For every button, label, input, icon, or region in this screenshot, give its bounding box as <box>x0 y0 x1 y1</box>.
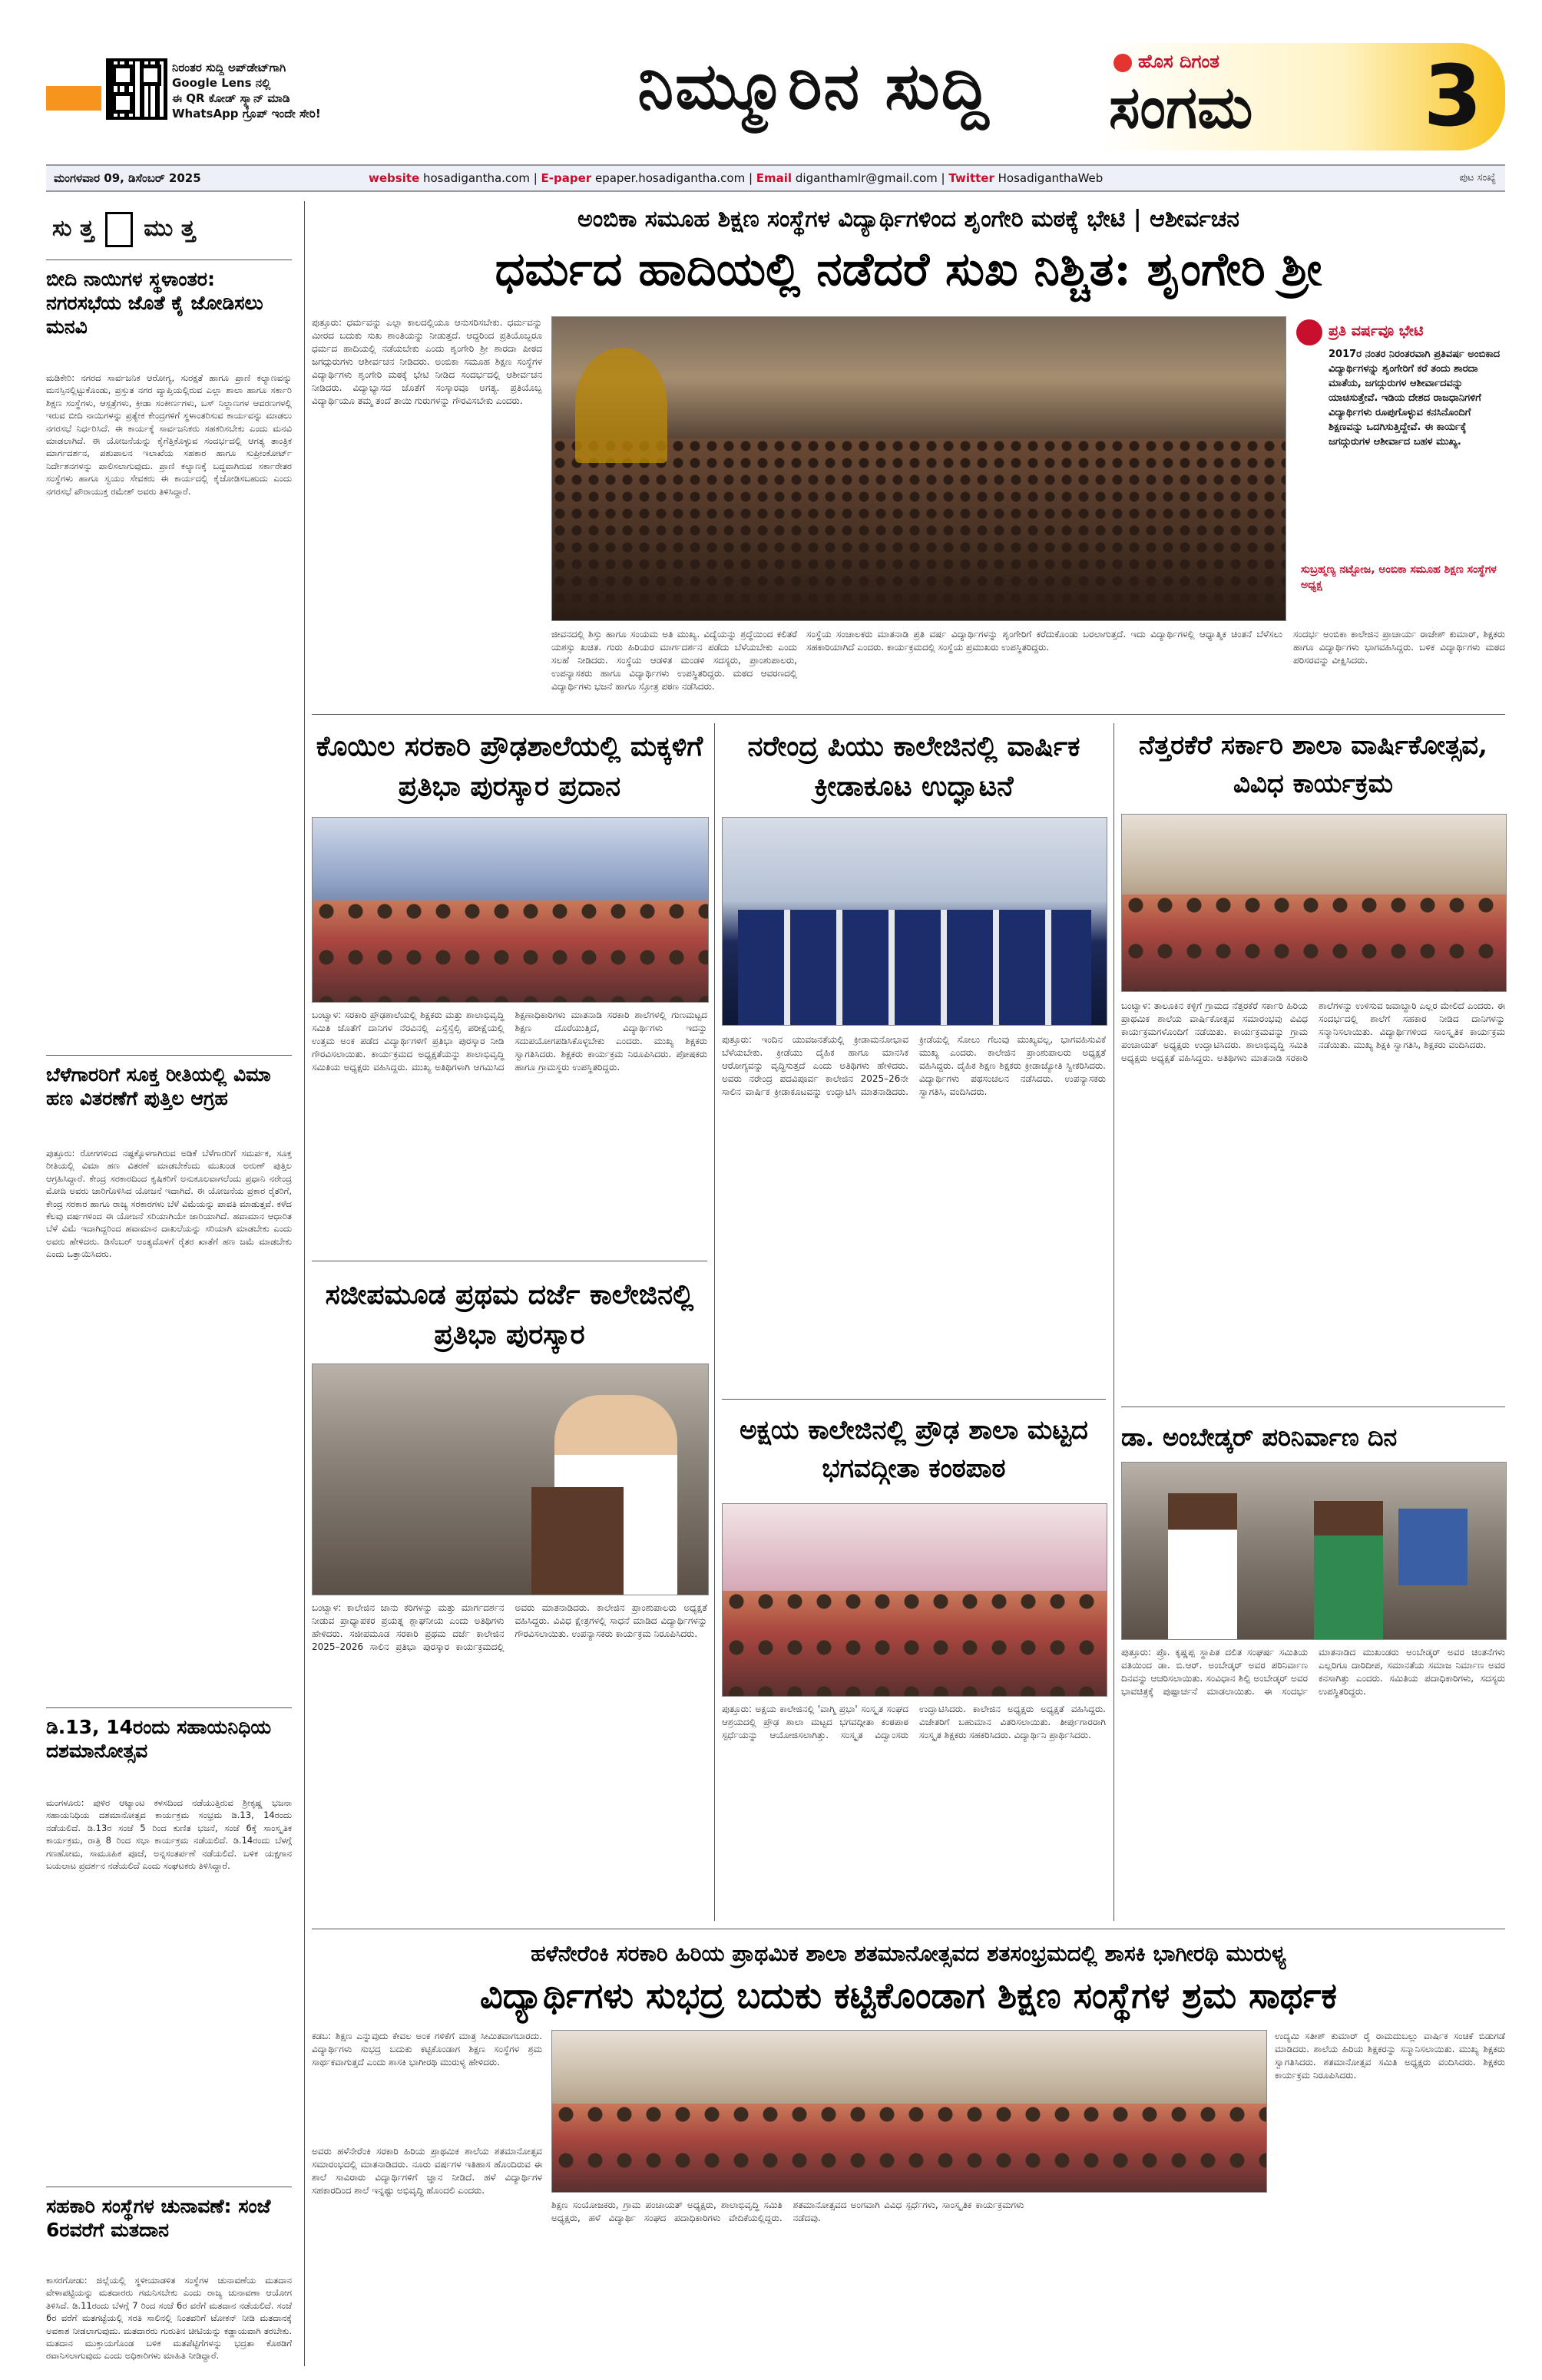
bottom-headline: ವಿದ್ಯಾರ್ಥಿಗಳು ಸುಭದ್ರ ಬದುಕು ಕಟ್ಟಿಕೊಂಡಾಗ ಶಿಕ್ಷಣ ಸಂಸ್ಥೆಗಳ ಶ್ರಮ ಸಾರ್ಥಕ <box>479 1975 1337 2016</box>
bottom-text-1: ಕಡಬ: ಶಿಕ್ಷಣ ಎನ್ನುವುದು ಕೇವಲ ಅಂಕ ಗಳಿಕೆಗೆ ಮಾತ್ರ ಸೀಮಿತವಾಗಬಾರದು. ವಿದ್ಯಾರ್ಥಿಗಳು ಸುಭದ್ರ ಬದುಕು ಕಟ್ಟಿಕೊಂಡಾಗ ಶಿಕ್ಷಣ ಸಂಸ್ಥೆಗಳ ಶ್ರಮ ಸಾರ್ಥಕವಾಗುತ್ತದೆ ಎಂದು ಶಾಸಕಿ ಭಾಗೀರಥಿ ಮುರುಳ್ಯ ಹೇಳಿದರು. <box>312 2031 542 2068</box>
story-headline: ಡಾ. ಅಂಬೇಡ್ಕರ್ ಪರಿನಿರ್ವಾಣ ದಿನ <box>1121 1423 1398 1452</box>
website-link[interactable]: hosadigantha.com <box>422 171 530 185</box>
divider <box>46 1707 292 1708</box>
sidebar-rule <box>304 201 305 2366</box>
story-photo <box>1121 814 1507 992</box>
bottom-kicker: ಹಳೆನೇರೆಂಕಿ ಸರಕಾರಿ ಹಿರಿಯ ಪ್ರಾಥಮಿಕ ಶಾಲಾ ಶತಮಾನೋತ್ಸವದ ಶತಸಂಭ್ರಮದಲ್ಲಿ ಶಾಸಕಿ ಭಾಗೀರಥಿ ಮುರುಳ್ಯ <box>531 1941 1286 1966</box>
story-text: ಬಂಟ್ವಾಳ: ಸರಕಾರಿ ಪ್ರೌಢಶಾಲೆಯಲ್ಲಿ ಶಿಕ್ಷಕರು ಮತ್ತು ಶಾಲಾಭಿವೃದ್ಧಿ ಸಮಿತಿ ಜೊತೆಗೆ ದಾನಿಗಳ ನೆರವಿನಲ್ಲಿ ಎಸ್ಸೆಸ್ಸೆಲ್ಸಿ ಪರೀಕ್ಷೆಯಲ್ಲಿ ಉತ್ತಮ ಅಂಕ ಪಡೆದ ವಿದ್ಯಾರ್ಥಿಗಳಿಗೆ ಪ್ರತಿಭಾ ಪುರಸ್ಕಾರ ನೀಡಿ ಗೌರವಿಸಲಾಯಿತು. ಕಾರ್ಯಕ್ರಮದ ಅಧ್ಯಕ್ಷತೆಯನ್ನು ಶಾಲಾಭಿವೃದ್ಧಿ ಸಮಿತಿಯ ಅಧ್ಯಕ್ಷರು ವಹಿಸಿದ್ದರು. ಮುಖ್ಯ ಅತಿಥಿಗಳಾಗಿ ಆಗಮಿಸಿದ ಶಿಕ್ಷಣಾಧಿಕಾರಿಗಳು ಮಾತನಾಡಿ ಸರಕಾರಿ ಶಾಲೆಗಳಲ್ಲಿ ಗುಣಮಟ್ಟದ ಶಿಕ್ಷಣ ದೊರೆಯುತ್ತಿದೆ, ವಿದ್ಯಾರ್ಥಿಗಳು ಇದನ್ನು ಸದುಪಯೋಗಪಡಿಸಿಕೊಳ್ಳಬೇಕು ಎಂದರು. ಮುಖ್ಯ ಶಿಕ್ಷಕರು ಸ್ವಾಗತಿಸಿದರು. ಶಿಕ್ಷಕರು ಕಾರ್ಯಕ್ರಮ ನಿರೂಪಿಸಿದರು. ಪೋಷಕರು ಹಾಗೂ ಗ್ರಾಮಸ್ಥರು ಉಪಸ್ಥಿತರಿದ್ದರು. <box>312 1010 707 1073</box>
logo-part-b: ಮು ತ್ತ <box>144 215 196 242</box>
bottom-photo <box>551 2030 1267 2193</box>
qr-line: Google Lens ನಲ್ಲಿ <box>172 76 271 90</box>
email-link[interactable]: diganthamlr@gmail.com <box>795 171 938 185</box>
logo-part-a: ಸು ತ್ತ <box>52 215 94 242</box>
strip-links: website hosadigantha.com | E-paper epaper.hosadigantha.com | Email diganthamlr@gmail.com | Twitter HosadiganthaWeb <box>369 171 1104 185</box>
bottom-text-2: ಅವರು ಹಳೆನೇರೆಂಕಿ ಸರಕಾರಿ ಹಿರಿಯ ಪ್ರಾಥಮಿಕ ಶಾಲೆಯ ಶತಮಾನೋತ್ಸವ ಸಮಾರಂಭದಲ್ಲಿ ಮಾತನಾಡಿದರು. ನೂರು ವರ್ಷಗಳ ಇತಿಹಾಸ ಹೊಂದಿರುವ ಈ ಶಾಲೆ ಸಾವಿರಾರು ವಿದ್ಯಾರ್ಥಿಗಳಿಗೆ ಜ್ಞಾನ ನೀಡಿದೆ. ಹಳೆ ವಿದ್ಯಾರ್ಥಿಗಳ ಸಹಕಾರದಿಂದ ಶಾಲೆ ಇನ್ನಷ್ಟು ಅಭಿವೃದ್ಧಿ ಹೊಂದಲಿ ಎಂದರು. <box>312 2146 542 2196</box>
story-headline: ಸಜೀಪಮೂಡ ಪ್ರಥಮ ದರ್ಜೆ ಕಾಲೇಜಿನಲ್ಲಿ ಪ್ರತಿಭಾ ಪುರಸ್ಕಾರ <box>325 1278 694 1350</box>
email-label: Email <box>756 171 793 185</box>
bottom-text-3: ಶಿಕ್ಷಣ ಸಂಯೋಜಕರು, ಗ್ರಾಮ ಪಂಚಾಯತ್ ಅಧ್ಯಕ್ಷರು, ಶಾಲಾಭಿವೃದ್ಧಿ ಸಮಿತಿ ಅಧ್ಯಕ್ಷರು, ಹಳೆ ವಿದ್ಯಾರ್ಥಿ ಸಂಘದ ಪದಾಧಿಕಾರಿಗಳು ವೇದಿಕೆಯಲ್ಲಿದ್ದರು. ಶತಮಾನೋತ್ಸವದ ಅಂಗವಾಗಿ ವಿವಿಧ ಸ್ಪರ್ಧೆಗಳು, ಸಾಂಸ್ಕೃತಿಕ ಕಾರ್ಯಕ್ರಮಗಳು ನಡೆದವು. <box>551 2200 1024 2223</box>
story-headline: ನರೇಂದ್ರ ಪಿಯು ಕಾಲೇಜಿನಲ್ಲಿ ವಾರ್ಷಿಕ ಕ್ರೀಡಾಕೂಟ ಉದ್ಘಾಟನೆ <box>747 730 1080 802</box>
frame-icon <box>105 212 133 247</box>
qr-line: WhatsApp ಗ್ರೂಪ್ ಇಂದೇ ಸೇರಿ! <box>172 107 321 121</box>
info-strip <box>46 164 1505 192</box>
twitter-label: Twitter <box>948 171 994 185</box>
pin-icon <box>1296 319 1322 345</box>
sidebar-story-3-text: ಮಂಗಳೂರು: ಪುಳಿರ ಆಟ್ಯಾಂಟ ಕಳಸದಿಂದ ನಡೆಯುತ್ತಿರುವ ಶ್ರೀಕೃಷ್ಣ ಭಜನಾ ಸಹಾಯನಿಧಿಯ ದಶಮಾನೋತ್ಸವ ಕಾರ್ಯಕ್ರಮ ಸಂಭ್ರಮ ಡಿ.13, 14ರಂದು ನಡೆಯಲಿದೆ. ಡಿ.13ರ ಸಂಜೆ 5 ರಿಂದ ಕುಣಿತ ಭಜನೆ, ಸಂಜೆ 6ಕ್ಕೆ ಸಾಂಸ್ಕೃತಿಕ ಕಾರ್ಯಕ್ರಮ, ರಾತ್ರಿ 8 ರಿಂದ ಸಭಾ ಕಾರ್ಯಕ್ರಮ ನಡೆಯಲಿದೆ. ಡಿ.14ರಂದು ಬೆಳಗ್ಗೆ ಗಣಹೋಮ, ಸಾಮೂಹಿಕ ಪೂಜೆ, ಅನ್ನಸಂತರ್ಪಣೆ ನಡೆಯಲಿದೆ. ಬಳಿಕ ಯಕ್ಷಗಾನ ಬಯಲಾಟ ಪ್ರದರ್ಶನ ನಡೆಯಲಿದೆ ಎಂದು ಸಂಘಟಕರು ತಿಳಿಸಿದ್ದಾರೆ. <box>46 1797 292 1872</box>
story-photo <box>312 817 709 1003</box>
lead-story <box>312 201 1505 708</box>
brand-big: ಸಂಗಮ <box>1109 73 1253 141</box>
story-nettarakere <box>1121 723 1505 1399</box>
info-box-credit: ಸುಬ್ರಹ್ಮಣ್ಯ ನಟ್ಟೋಜ, ಅಂಬಿಕಾ ಸಮೂಹ ಶಿಕ್ಷಣ ಸಂಸ್ಥೆಗಳ ಅಧ್ಯಕ್ಷ <box>1301 564 1497 591</box>
brand-block <box>1098 43 1505 150</box>
sidebar-story-4-text: ಕಾಸರಗೋಡು: ಜಿಲ್ಲೆಯಲ್ಲಿ ಸ್ಥಳೀಯಾಡಳಿತ ಸಂಸ್ಥೆಗಳ ಚುನಾವಣೆಯ ಮತದಾನ ವೇಳಾಪಟ್ಟಿಯನ್ನು ಮತದಾರರು ಗಮನಿಸಬೇಕು ಎಂದು ರಾಜ್ಯ ಚುನಾವಣಾ ಆಯೋಗ ತಿಳಿಸಿದೆ. ಡಿ.11ರಂದು ಬೆಳಗ್ಗೆ 7 ರಿಂದ ಸಂಜೆ 6ರ ವರೆಗೆ ಮತದಾನ ನಡೆಯಲಿದೆ. ಸಂಜೆ 6ರ ವರೆಗೆ ಮತಗಟ್ಟೆಯಲ್ಲಿ ಸರತಿ ಸಾಲಿನಲ್ಲಿ ನಿಂತವರಿಗೆ ಟೋಕನ್ ನೀಡಿ ಮತದಾನಕ್ಕೆ ಅವಕಾಶ ನೀಡಲಾಗುವುದು. ಮತದಾರರು ಗುರುತಿನ ಚೀಟಿಯನ್ನು ಕಡ್ಡಾಯವಾಗಿ ತರಬೇಕು. ಮತದಾನ ಮುಕ್ತಾಯಗೊಂಡ ಬಳಿಕ ಮತಪೆಟ್ಟಿಗೆಗಳನ್ನು ಭದ್ರತಾ ಕೊಠಡಿಗೆ ರವಾನಿಸಲಾಗುವುದು ಎಂದು ಅಧಿಕಾರಿಗಳು ಮಾಹಿತಿ ನೀಡಿದ್ದಾರೆ. <box>46 2275 292 2362</box>
col-rule <box>714 723 715 1921</box>
qr-line: ಈ QR ಕೋಡ್ ಸ್ಕ್ಯಾನ್ ಮಾಡಿ <box>172 91 290 105</box>
masthead-title: ನಿಮ್ಮೂರಿನ ಸುದ್ದಿ <box>637 48 991 124</box>
orange-tab <box>46 86 101 111</box>
lead-text-1: ಪುತ್ತೂರು: ಧರ್ಮವನ್ನು ಎಲ್ಲಾ ಕಾಲದಲ್ಲಿಯೂ ಆನುಸರಿಸಬೇಕು. ಧರ್ಮವನ್ನು ಮೀರದ ಬದುಕು ಸುಖ ಶಾಂತಿಯನ್ನು ನೀಡುತ್ತದೆ. ಆದ್ದರಿಂದ ಪ್ರತಿಯೊಬ್ಬರೂ ಧರ್ಮದ ಹಾದಿಯಲ್ಲಿ ನಡೆಯಬೇಕು ಎಂದು ಶೃಂಗೇರಿ ಶ್ರೀ ಶಾರದಾ ಪೀಠದ ಜಗದ್ಗುರುಗಳು ಆಶೀರ್ವಚನ ನೀಡಿದರು. ಅಂಬಿಕಾ ಸಮೂಹ ಶಿಕ್ಷಣ ಸಂಸ್ಥೆಗಳ ವಿದ್ಯಾರ್ಥಿಗಳು ಶೃಂಗೇರಿ ಮಠಕ್ಕೆ ಭೇಟಿ ನೀಡಿದ ಸಂದರ್ಭದಲ್ಲಿ ಆಶೀರ್ವಚನ ನೀಡಿದರು. ವಿದ್ಯಾಭ್ಯಾಸದ ಜೊತೆಗೆ ಸಂಸ್ಕಾರವೂ ಅಗತ್ಯ. ಪ್ರತಿಯೊಬ್ಬ ವಿದ್ಯಾರ್ಥಿಯೂ ತಮ್ಮ ತಂದೆ ತಾಯಿ ಗುರುಗಳನ್ನು ಗೌರವಿಸಬೇಕು ಎಂದರು. <box>312 317 542 406</box>
story-headline: ಅಕ್ಷಯ ಕಾಲೇಜಿನಲ್ಲಿ ಪ್ರೌಢ ಶಾಲಾ ಮಟ್ಟದ ಭಗವದ್ಗೀತಾ ಕಂಠಪಾಠ <box>740 1415 1088 1484</box>
story-text: ಪುತ್ತೂರು: ಪ್ರೊ. ಕೃಷ್ಣಪ್ಪ ಸ್ಥಾಪಿತ ದಲಿತ ಸಂಘರ್ಷ ಸಮಿತಿಯ ವತಿಯಿಂದ ಡಾ. ಬಿ.ಆರ್. ಅಂಬೇಡ್ಕರ್ ಅವರ ಪರಿನಿರ್ವಾಣ ದಿನವನ್ನು ಆಚರಿಸಲಾಯಿತು. ಸಂವಿಧಾನ ಶಿಲ್ಪಿ ಅಂಬೇಡ್ಕರ್ ಅವರ ಭಾವಚಿತ್ರಕ್ಕೆ ಪುಷ್ಪಾರ್ಚನೆ ಮಾಡಲಾಯಿತು. ಈ ಸಂದರ್ಭ ಮಾತನಾಡಿದ ಮುಖಂಡರು ಅಂಬೇಡ್ಕರ್ ಅವರ ಚಿಂತನೆಗಳು ಎಲ್ಲರಿಗೂ ದಾರಿದೀಪ, ಸಮಾನತೆಯ ಸಮಾಜ ನಿರ್ಮಾಣ ಅವರ ಕನಸಾಗಿತ್ತು ಎಂದರು. ಸಮಿತಿಯ ಪದಾಧಿಕಾರಿಗಳು, ಸದಸ್ಯರು ಉಪಸ್ಥಿತರಿದ್ದರು. <box>1121 1647 1505 1697</box>
sidebar-story-2-headline: ಬೆಳೆಗಾರರಿಗೆ ಸೂಕ್ತ ರೀತಿಯಲ್ಲಿ ವಿಮಾ ಹಣ ವಿತರಣೆಗೆ ಪುತ್ತಿಲ ಆಗ್ರಹ <box>46 1063 271 1109</box>
page-number: 3 <box>1423 47 1482 145</box>
story-ambedkar <box>1121 1416 1505 1922</box>
bottom-text-4: ಉದ್ಯಮಿ ಸತೀಶ್ ಕುಮಾರ್ ರೈ ರಾಮದುಬಲ್ಲು ವಾರ್ಷಿಕ ಸಂಚಿಕೆ ಬಿಡುಗಡೆ ಮಾಡಿದರು. ಶಾಲೆಯ ಹಿರಿಯ ಶಿಕ್ಷಕರನ್ನು ಸನ್ಮಾನಿಸಲಾಯಿತು. ಮುಖ್ಯ ಶಿಕ್ಷಕರು ಸ್ವಾಗತಿಸಿದರು. ಶತಮಾನೋತ್ಸವ ಸಮಿತಿ ಅಧ್ಯಕ್ಷರು ವಂದಿಸಿದರು. ಶಿಕ್ಷಕರು ಕಾರ್ಯಕ್ರಮ ನಿರೂಪಿಸಿದರು. <box>1275 2031 1505 2081</box>
story-headline: ನೆತ್ತರಕೆರೆ ಸರ್ಕಾರಿ ಶಾಲಾ ವಾರ್ಷಿಕೋತ್ಸವ, ವಿವಿಧ ಕಾರ್ಯಕ್ರಮ <box>1139 730 1487 799</box>
story-photo <box>312 1364 709 1595</box>
divider <box>46 259 292 260</box>
story-akshaya <box>722 1408 1106 1922</box>
qr-instructions <box>172 60 518 121</box>
story-narendra <box>722 723 1106 1391</box>
story-photo <box>1121 1462 1507 1640</box>
website-label: website <box>369 171 420 185</box>
sidebar-story-1-text: ಮಡಿಕೇರಿ: ನಗರದ ಸಾರ್ವಜನಿಕ ಆರೋಗ್ಯ, ಸುರಕ್ಷತೆ ಹಾಗೂ ಪ್ರಾಣಿ ಕಲ್ಯಾಣವನ್ನು ಮನಸ್ಸಿನಲ್ಲಿಟ್ಟುಕೊಂಡು, ಪ್ರಸ್ತುತ ನಗರ ವ್ಯಾಪ್ತಿಯಲ್ಲಿರುವ ಎಲ್ಲಾ ಶಾಲಾ ಹಾಗೂ ಸರ್ಕಾರಿ ಶಿಕ್ಷಣ ಸಂಸ್ಥೆಗಳು, ಆಸ್ಪತ್ರೆಗಳು, ಕ್ರೀಡಾ ಸಂಕೀರ್ಣಗಳು, ಬಸ್ ನಿಲ್ದಾಣಗಳ ಆವರಣಗಳಲ್ಲಿ ಇರುವ ಬೀದಿ ನಾಯಿಗಳನ್ನು ಪ್ರತ್ಯೇಕ ಕೇಂದ್ರಗಳಿಗೆ ಸ್ಥಳಾಂತರಿಸುವ ಕಾರ್ಯವನ್ನು ಮಾಡಲು ನಗರಸಭೆ ನಿರ್ಧರಿಸಿದೆ. ಈ ಕಾರ್ಯಕ್ಕೆ ಸಾರ್ವಜನಿಕರು ಸಹಕರಿಸಬೇಕು ಎಂದು ಮನವಿ ಮಾಡಲಾಗಿದೆ. ಈ ಯೋಜನೆಯನ್ನು ಕೈಗೆತ್ತಿಕೊಳ್ಳುವ ಸಂದರ್ಭದಲ್ಲಿ ಆಗತ್ಯ ತಾಂತ್ರಿಕ ಮಾರ್ಗದರ್ಶನ, ಪಶುಪಾಲನ ಇಲಾಖೆಯ ಸಹಕಾರ ಹಾಗೂ ಸುಪ್ರೀಂಕೋರ್ಟ್ ನಿರ್ದೇಶನಗಳನ್ನು ಪಾಲಿಸಲಾಗುವುದು. ಪ್ರಾಣಿ ಕಲ್ಯಾಣಕ್ಕೆ ಬದ್ಧವಾಗಿರುವ ಸರ್ಕಾರೇತರ ಸಂಸ್ಥೆಗಳು ಹಾಗೂ ಸ್ವಯಂ ಸೇವಕರು ಈ ಕಾರ್ಯದಲ್ಲಿ ಕೈಜೋಡಿಸಬಹುದು ಎಂದು ನಗರಸಭೆ ಪೌರಾಯುಕ್ತ ರಮೇಶ್ ಅವರು ತಿಳಿಸಿದ್ದಾರೆ. <box>46 372 292 497</box>
info-box-text: 2017ರ ನಂತರ ನಿರಂತರವಾಗಿ ಪ್ರತಿವರ್ಷ ಅಂಬಿಕಾದ ವಿದ್ಯಾರ್ಥಿಗಳನ್ನು ಶೃಂಗೇರಿಗೆ ಕರೆ ತಂದು ಶಾರದಾ ಮಾತೆಯ, ಜಗದ್ಗುರುಗಳ ಆಶೀರ್ವಾದವನ್ನು ಯಾಚಿಸುತ್ತೇವೆ. ಇಡಿಯ ದೇಶದ ರಾಜಧಾನಿಗಳಿಗೆ ವಿದ್ಯಾರ್ಥಿಗಳು ರೂಪುಗೊಳ್ಳುವ ಕನಸಿನೊಂದಿಗೆ ಶಿಕ್ಷಣವನ್ನು ಒದಗಿಸುತ್ತಿದ್ದೇವೆ. ಈ ಕಾರ್ಯಕ್ಕೆ ಜಗದ್ಗುರುಗಳ ಆಶೀರ್ವಾದ ಬಹಳ ಮುಖ್ಯ. <box>1329 349 1501 448</box>
story-text: ಪುತ್ತೂರು: ಇಂದಿನ ಯುವಜನತೆಯಲ್ಲಿ ಕ್ರೀಡಾಮನೋಭಾವ ಬೆಳೆಯಬೇಕು. ಕ್ರೀಡೆಯು ದೈಹಿಕ ಹಾಗೂ ಮಾನಸಿಕ ಆರೋಗ್ಯವನ್ನು ವೃದ್ಧಿಸುತ್ತದೆ ಎಂದು ಅತಿಥಿಗಳು ಹೇಳಿದರು. ಅವರು ನರೇಂದ್ರ ಪದವಿಪೂರ್ವ ಕಾಲೇಜಿನ 2025–26ನೇ ಸಾಲಿನ ವಾರ್ಷಿಕ ಕ್ರೀಡಾಕೂಟವನ್ನು ಉದ್ಘಾಟಿಸಿ ಮಾತನಾಡಿದರು. ಕ್ರೀಡೆಯಲ್ಲಿ ಸೋಲು ಗೆಲುವು ಮುಖ್ಯವಲ್ಲ, ಭಾಗವಹಿಸುವಿಕೆ ಮುಖ್ಯ ಎಂದರು. ಕಾಲೇಜಿನ ಪ್ರಾಂಶುಪಾಲರು ಅಧ್ಯಕ್ಷತೆ ವಹಿಸಿದ್ದರು. ದೈಹಿಕ ಶಿಕ್ಷಣ ಶಿಕ್ಷಕರು ಕ್ರೀಡಾಜ್ಯೋತಿ ಸ್ವೀಕರಿಸಿದರು. ವಿದ್ಯಾರ್ಥಿಗಳು ಪಥಸಂಚಲನ ನಡೆಸಿದರು. ಉಪನ್ಯಾಸಕರು ಸ್ವಾಗತಿಸಿ, ವಂದಿಸಿದರು. <box>722 1034 1106 1097</box>
twitter-link[interactable]: HosadiganthaWeb <box>998 171 1104 185</box>
divider <box>312 714 1505 715</box>
lead-kicker: ಅಂಬಿಕಾ ಸಮೂಹ ಶಿಕ್ಷಣ ಸಂಸ್ಥೆಗಳ ವಿದ್ಯಾರ್ಥಿಗಳಿಂದ ಶೃಂಗೇರಿ ಮಠಕ್ಕೆ ಭೇಟಿ | ಆಶೀರ್ವಚನ <box>577 206 1239 233</box>
lead-text-3: ಸಂಸ್ಥೆಯ ಸಂಚಾಲಕರು ಮಾತನಾಡಿ ಪ್ರತಿ ವರ್ಷ ವಿದ್ಯಾರ್ಥಿಗಳನ್ನು ಶೃಂಗೇರಿಗೆ ಕರೆದುಕೊಂಡು ಬರಲಾಗುತ್ತದೆ. ಇದು ವಿದ್ಯಾರ್ಥಿಗಳಲ್ಲಿ ಆಧ್ಯಾತ್ಮಿಕ ಚಿಂತನೆ ಬೆಳೆಸಲು ಸಹಕಾರಿಯಾಗಿದೆ ಎಂದರು. ಕಾರ್ಯಕ್ರಮದಲ್ಲಿ ಸಂಸ್ಥೆಯ ಪ್ರಮುಖರು ಉಪಸ್ಥಿತರಿದ್ದರು. <box>806 629 1282 653</box>
bottom-story <box>312 1936 1505 2366</box>
story-text: ಬಂಟ್ವಾಳ: ಕಾಲೇಜಿನ ಜಾನು ಕರಿಗಳನ್ನು ಮತ್ತು ಮಾರ್ಗದರ್ಶನ ನೀಡುವ ಪ್ರಾಧ್ಯಾಪಕರ ಪ್ರಯತ್ನ ಶ್ಲಾಘನೀಯ ಎಂದು ಅತಿಥಿಗಳು ಹೇಳಿದರು. ಸಜೀಪಮೂಡ ಸರಕಾರಿ ಪ್ರಥಮ ದರ್ಜೆ ಕಾಲೇಜಿನ 2025–2026 ಸಾಲಿನ ಪ್ರತಿಭಾ ಪುರಸ್ಕಾರ ಕಾರ್ಯಕ್ರಮದಲ್ಲಿ ಅವರು ಮಾತನಾಡಿದರು. ಕಾಲೇಜಿನ ಪ್ರಾಂಶುಪಾಲರು ಅಧ್ಯಕ್ಷತೆ ವಹಿಸಿದ್ದರು. ವಿವಿಧ ಕ್ಷೇತ್ರಗಳಲ್ಲಿ ಸಾಧನೆ ಮಾಡಿದ ವಿದ್ಯಾರ್ಥಿಗಳನ್ನು ಗೌರವಿಸಲಾಯಿತು. ಉಪನ್ಯಾಸಕರು ಕಾರ್ಯಕ್ರಮ ನಿರೂಪಿಸಿದರು. <box>312 1602 707 1652</box>
pages-label: ಪುಟ ಸಂಖ್ಯೆ <box>1459 172 1496 183</box>
story-photo <box>722 1503 1107 1697</box>
brand-small: ಹೊಸ ದಿಗಂತ <box>1138 51 1219 72</box>
divider <box>722 1399 1106 1400</box>
sidebar-story-2-text: ಪುತ್ತೂರು: ರೋಗಗಳಿಂದ ನಷ್ಟಕ್ಕೊಳಗಾಗಿರುವ ಅಡಿಕೆ ಬೆಳೆಗಾರರಿಗೆ ಸಮರ್ಪಕ, ಸೂಕ್ತ ರೀತಿಯಲ್ಲಿ ವಿಮಾ ಹಣ ವಿತರಣೆ ಮಾಡಬೇಕೆಂದು ಮುಖಂಡ ಅರುಣ್ ಪುತ್ತಿಲ ಆಗ್ರಹಿಸಿದ್ದಾರೆ. ಕೇಂದ್ರ ಸರಕಾರದಿಂದ ಕೃಷಿಕರಿಗೆ ಅನುಕೂಲವಾಗಲೆಂದು ಪ್ರಧಾನಿ ನರೇಂದ್ರ ಮೋದಿ ಅವರು ಜಾರಿಗೊಳಿಸಿದ ಯೋಜನೆ ಇದಾಗಿದೆ. ಈ ಯೋಜನೆಯ ಪ್ರಕಾರ ರೈತರಿಗೆ, ಕೇಂದ್ರ ಸರಕಾರ ಹಾಗೂ ರಾಜ್ಯ ಸರಕಾರಗಳು ಬೆಳೆ ವಿಮೆಯನ್ನು ಪಾವತಿ ಮಾಡುತ್ತವೆ. ಕಳೆದ ಕೆಲವು ವರ್ಷಗಳಿಂದ ಈ ಯೋಜನೆ ಸರಿಯಾಗಿಯೇ ಜಾರಿಯಾಗಿದೆ. ಹವಾಮಾನ ಆಧಾರಿತ ಬೆಳೆ ವಿಮೆ ಇದಾಗಿದ್ದರಿಂದ ಹವಾಮಾನ ದಾಖಲೆಯನ್ನು ಸರಿಯಾಗಿ ಮಾಡಬೇಕು ಎಂದು ಅವರು ಹೇಳಿದರು. ಡಿಸೆಂಬರ್ ಅಂತ್ಯದೊಳಗೆ ರೈತರ ಖಾತೆಗೆ ಹಣ ಜಮೆ ಮಾಡಬೇಕು ಎಂದು ಒತ್ತಾಯಿಸಿದರು. <box>46 1148 292 1260</box>
sidebar-story-3-headline: ಡಿ.13, 14ರಂದು ಸಹಾಯನಿಧಿಯ ದಶಮಾನೋತ್ಸವ <box>46 1716 272 1762</box>
lead-photo <box>551 316 1286 621</box>
epaper-label: E-paper <box>541 171 592 185</box>
divider <box>46 1055 292 1056</box>
masthead <box>0 0 1542 185</box>
lead-text-2: ಜೀವನದಲ್ಲಿ ಶಿಸ್ತು ಹಾಗೂ ಸಂಯಮ ಅತಿ ಮುಖ್ಯ. ವಿದ್ಯೆಯನ್ನು ಶ್ರದ್ಧೆಯಿಂದ ಕಲಿತರೆ ಯಶಸ್ಸು ಖಚಿತ. ಗುರು ಹಿರಿಯರ ಮಾರ್ಗದರ್ಶನ ಪಡೆದು ಬೆಳೆಯಬೇಕು ಎಂದು ಸಲಹೆ ನೀಡಿದರು. ಸಂಸ್ಥೆಯ ಆಡಳಿತ ಮಂಡಳಿ ಸದಸ್ಯರು, ಪ್ರಾಂಶುಪಾಲರು, ಉಪನ್ಯಾಸಕರು ಹಾಗೂ ವಿದ್ಯಾರ್ಥಿಗಳು ಉಪಸ್ಥಿತರಿದ್ದರು. ಮಠದ ಆವರಣದಲ್ಲಿ ವಿದ್ಯಾರ್ಥಿಗಳು ಭಜನೆ ಹಾಗೂ ಸ್ತೋತ್ರ ಪಠಣ ನಡೆಸಿದರು. <box>551 629 797 692</box>
brand-logo-icon <box>1113 54 1132 72</box>
story-koila <box>312 723 707 1253</box>
qr-line: ನಿರಂತರ ಸುದ್ದಿ ಅಪ್‌ಡೇಟ್‌ಗಾಗಿ <box>172 61 286 74</box>
sidebar <box>46 201 299 2366</box>
epaper-link[interactable]: epaper.hosadigantha.com <box>594 171 746 185</box>
story-photo <box>722 817 1107 1026</box>
qr-code[interactable] <box>109 61 164 117</box>
suttamutta-logo <box>52 207 283 250</box>
story-text: ಪುತ್ತೂರು: ಅಕ್ಷಯ ಕಾಲೇಜಿನಲ್ಲಿ 'ವಾಗ್ಮಿ ಪ್ರಭಾ' ಸಂಸ್ಕೃತ ಸಂಘದ ಆಶ್ರಯದಲ್ಲಿ ಪ್ರೌಢ ಶಾಲಾ ಮಟ್ಟದ ಭಗವದ್ಗೀತಾ ಕಂಠಪಾಠ ಸ್ಪರ್ಧೆಯನ್ನು ಆಯೋಜಿಸಲಾಗಿತ್ತು. ಸಂಸ್ಕೃತ ವಿದ್ವಾಂಸರು ಉದ್ಘಾಟಿಸಿದರು. ಕಾಲೇಜಿನ ಅಧ್ಯಕ್ಷರು ಅಧ್ಯಕ್ಷತೆ ವಹಿಸಿದ್ದರು. ವಿಜೇತರಿಗೆ ಬಹುಮಾನ ವಿತರಿಸಲಾಯಿತು. ತೀರ್ಪುಗಾರರಾಗಿ ಸಂಸ್ಕೃತ ಶಿಕ್ಷಕರು ಸಹಕರಿಸಿದರು. ವಿದ್ಯಾರ್ಥಿನಿ ಪ್ರಾರ್ಥಿಸಿದರು. <box>722 1704 1106 1740</box>
info-box <box>1293 316 1505 620</box>
crowd-shape <box>552 438 1286 620</box>
issue-date: ಮಂಗಳವಾರ 09, ಡಿಸೆಂಬರ್ 2025 <box>54 171 201 185</box>
story-text: ಬಂಟ್ವಾಳ: ತಾಲೂಕಿನ ಕಳ್ಳಿಗೆ ಗ್ರಾಮದ ನೆತ್ತರಕೆರೆ ಸರ್ಕಾರಿ ಹಿರಿಯ ಪ್ರಾಥಮಿಕ ಶಾಲೆಯ ವಾರ್ಷಿಕೋತ್ಸವ ಸಮಾರಂಭವು ವಿವಿಧ ಕಾರ್ಯಕ್ರಮಗಳೊಂದಿಗೆ ನಡೆಯಿತು. ಕಾರ್ಯಕ್ರಮವನ್ನು ಗ್ರಾಮ ಪಂಚಾಯತ್ ಅಧ್ಯಕ್ಷರು ಉದ್ಘಾಟಿಸಿದರು. ಶಾಲಾಭಿವೃದ್ಧಿ ಸಮಿತಿ ಅಧ್ಯಕ್ಷರು ಅಧ್ಯಕ್ಷತೆ ವಹಿಸಿದ್ದರು. ಅತಿಥಿಗಳು ಮಾತನಾಡಿ ಸರಕಾರಿ ಶಾಲೆಗಳನ್ನು ಉಳಿಸುವ ಜವಾಬ್ದಾರಿ ಎಲ್ಲರ ಮೇಲಿದೆ ಎಂದರು. ಈ ಸಂದರ್ಭದಲ್ಲಿ ಶಾಲೆಗೆ ಸಹಕಾರ ನೀಡಿದ ದಾನಿಗಳನ್ನು ಸನ್ಮಾನಿಸಲಾಯಿತು. ವಿದ್ಯಾರ್ಥಿಗಳಿಂದ ಸಾಂಸ್ಕೃತಿಕ ಕಾರ್ಯಕ್ರಮ ನಡೆಯಿತು. ಮುಖ್ಯ ಶಿಕ್ಷಕಿ ಸ್ವಾಗತಿಸಿ, ಶಿಕ್ಷಕರು ವಂದಿಸಿದರು. <box>1121 1000 1505 1063</box>
sidebar-story-4-headline: ಸಹಕಾರಿ ಸಂಸ್ಥೆಗಳ ಚುನಾವಣೆ: ಸಂಜೆ 6ರವರೆಗೆ ಮತದಾನ <box>46 2195 271 2241</box>
info-box-title: ಪ್ರತಿ ವರ್ಷವೂ ಭೇಟಿ <box>1329 322 1424 339</box>
sidebar-story-1-headline: ಬೀದಿ ನಾಯಿಗಳ ಸ್ಥಳಾಂತರ: ನಗರಸಭೆಯ ಜೊತೆ ಕೈ ಜೋಡಿಸಲು ಮನವಿ <box>46 268 263 338</box>
story-sajipa <box>312 1271 707 1924</box>
story-headline: ಕೊಯಿಲ ಸರಕಾರಿ ಪ್ರೌಢಶಾಲೆಯಲ್ಲಿ ಮಕ್ಕಳಿಗೆ ಪ್ರತಿಭಾ ಪುರಸ್ಕಾರ ಪ್ರದಾನ <box>316 730 703 802</box>
lead-headline: ಧರ್ಮದ ಹಾದಿಯಲ್ಲಿ ನಡೆದರೆ ಸುಖ ನಿಶ್ಚಿತ: ಶೃಂಗೇರಿ ಶ್ರೀ <box>495 243 1322 296</box>
col-rule <box>1113 723 1114 1921</box>
lead-text-4: ಸಂದರ್ಭ ಅಂಬಿಕಾ ಕಾಲೇಜಿನ ಪ್ರಾಚಾರ್ಯ ರಾಜೇಶ್ ಕುಮಾರ್, ಶಿಕ್ಷಕರು ಹಾಗೂ ವಿದ್ಯಾರ್ಥಿಗಳು ಭಾಗವಹಿಸಿದ್ದರು. ಬಳಿಕ ವಿದ್ಯಾರ್ಥಿಗಳು ಮಠದ ಪರಿಸರವನ್ನು ವೀಕ್ಷಿಸಿದರು. <box>1293 629 1505 666</box>
